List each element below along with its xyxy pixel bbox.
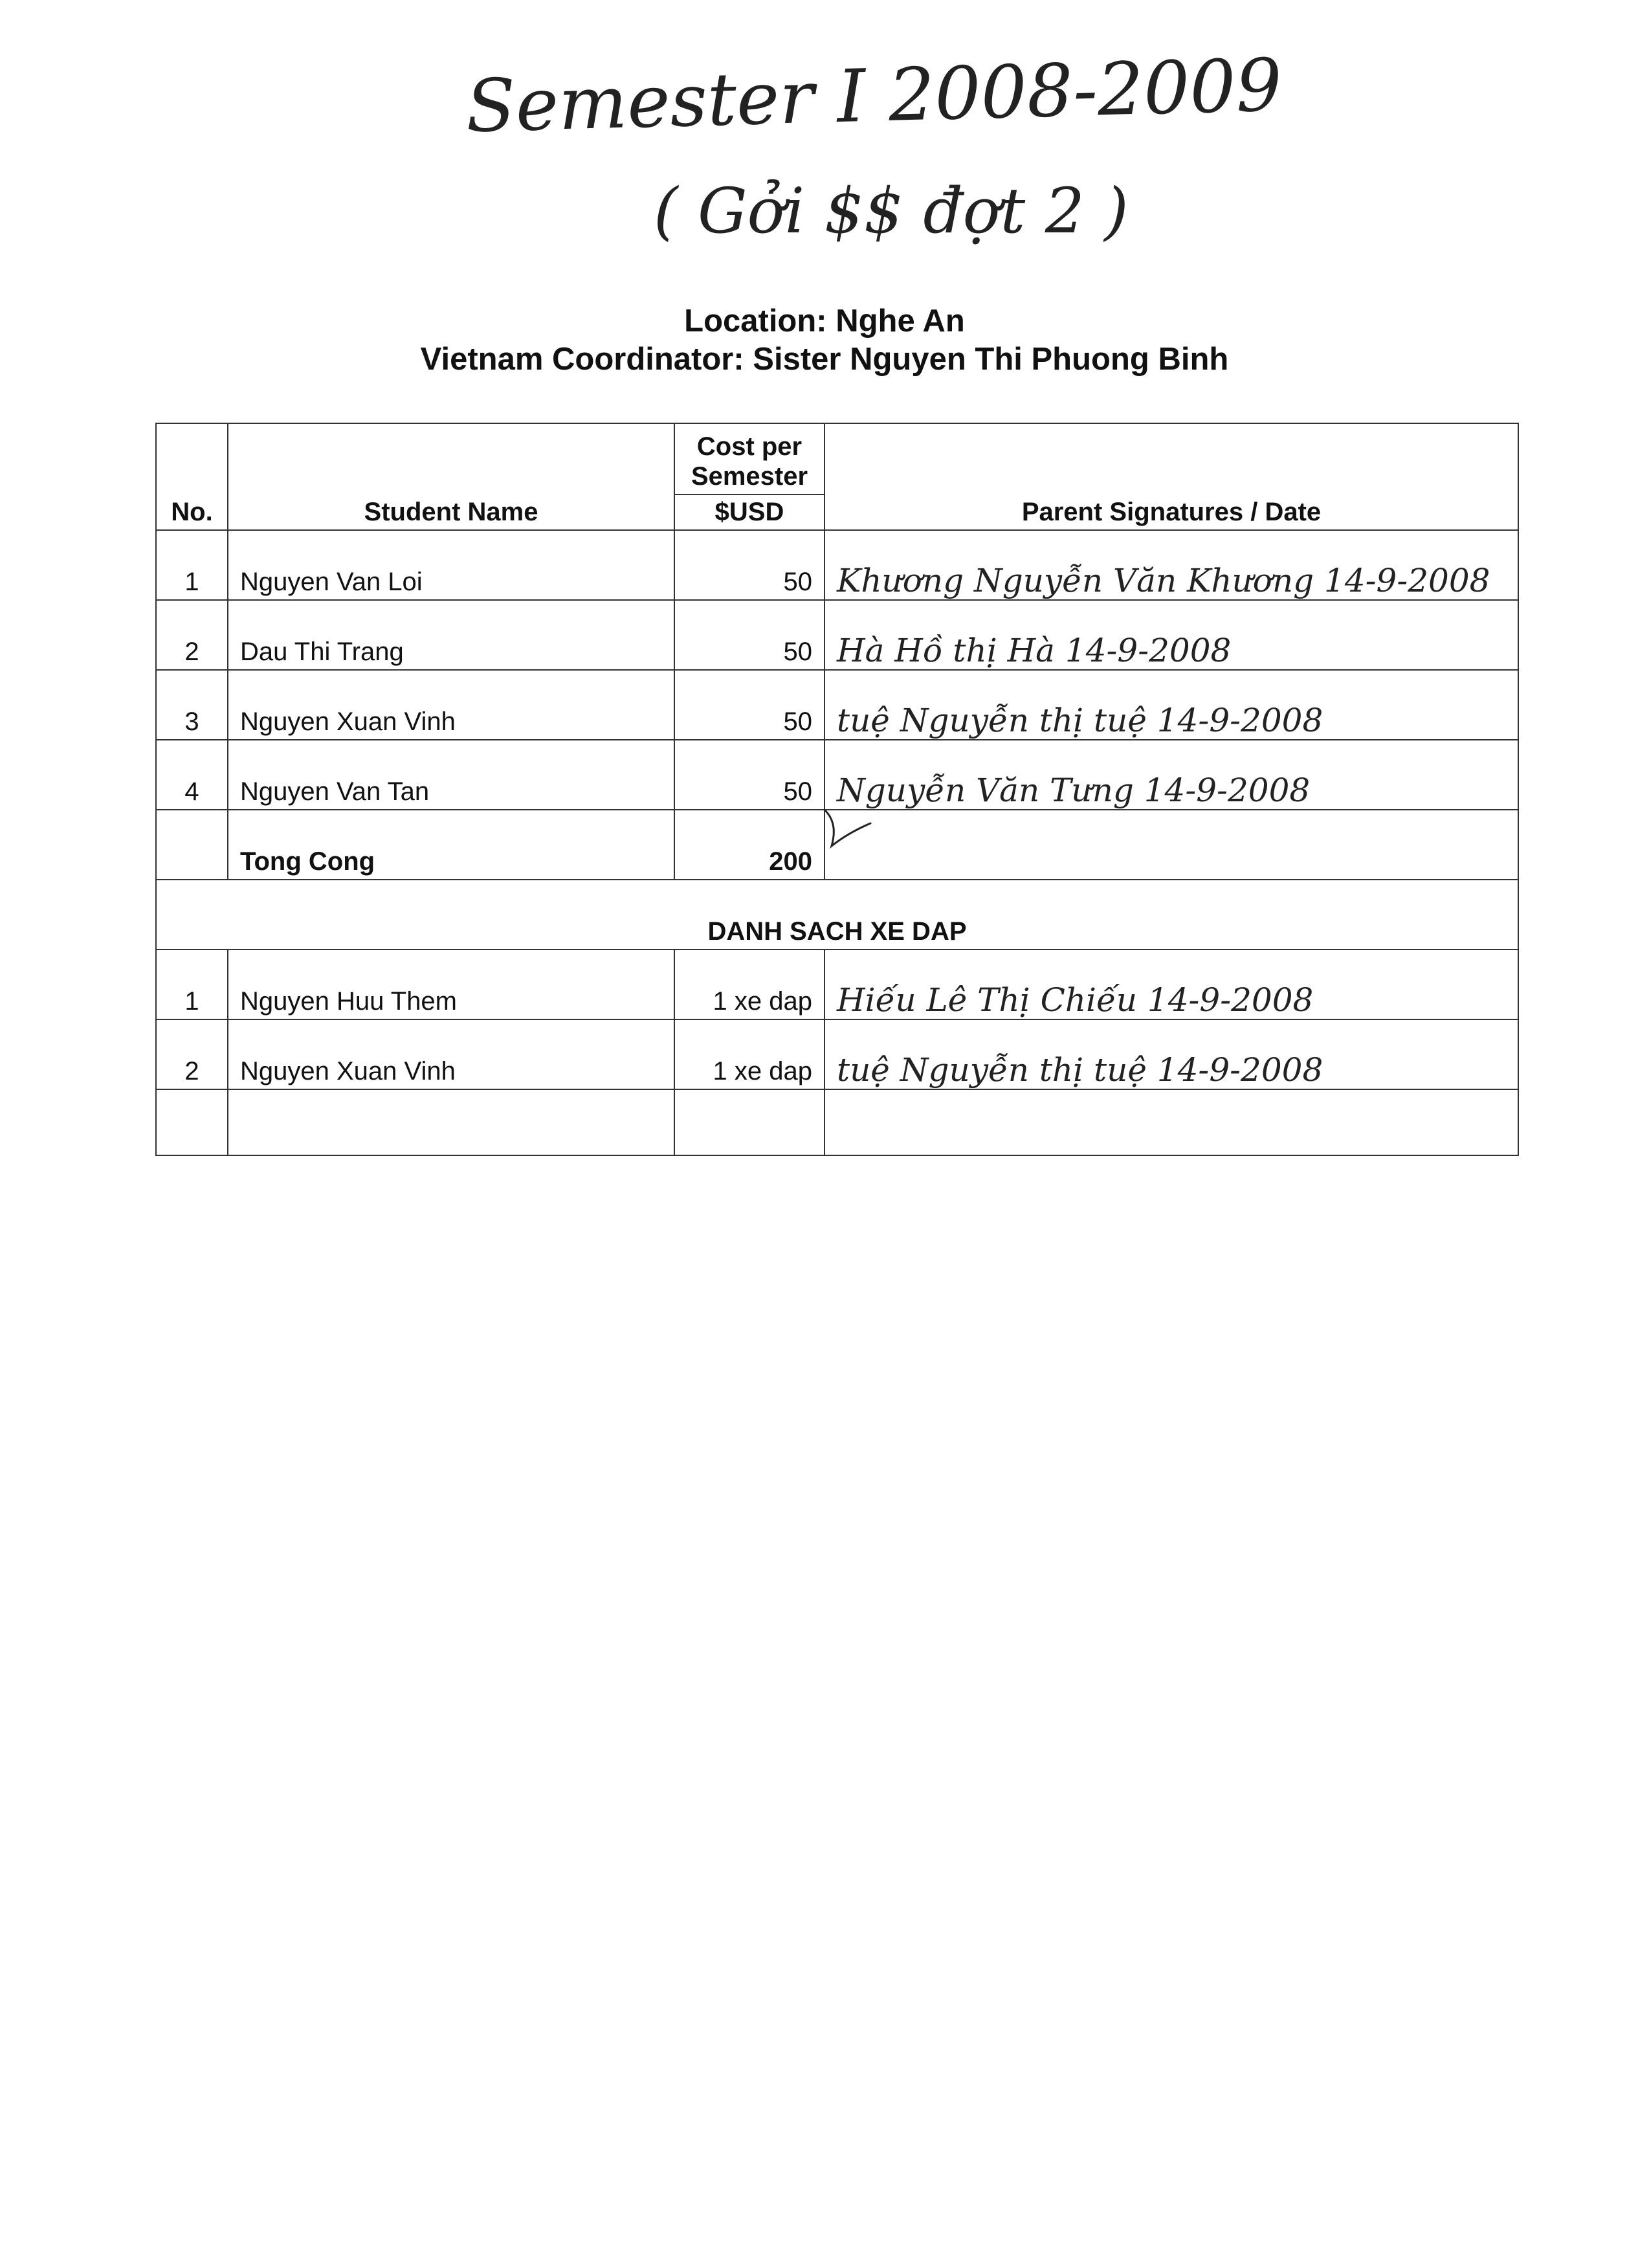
row-number: 4	[156, 740, 228, 810]
handwritten-batch-note: ( Gởi $$ đợt 2 )	[654, 175, 1129, 247]
student-name: Nguyen Van Tan	[228, 740, 674, 810]
col-header-cost	[674, 423, 825, 495]
col-header-parent-signatures: Parent Signatures / Date	[825, 423, 1518, 530]
table-row	[156, 670, 1518, 740]
total-value: 200	[674, 810, 825, 880]
student-name: Nguyen Xuan Vinh	[228, 670, 674, 740]
bike-item: 1 xe dap	[674, 950, 825, 1019]
col-header-cost-line1: Cost per	[696, 432, 802, 461]
student-name: Nguyen Huu Them	[228, 950, 674, 1019]
col-header-usd: $USD	[674, 495, 825, 530]
total-label: Tong Cong	[228, 810, 674, 880]
coordinator-heading: Vietnam Coordinator: Sister Nguyen Thi Phuong Binh	[420, 342, 1229, 377]
col-header-student-name: Student Name	[228, 423, 674, 530]
bike-section-row	[156, 880, 1518, 950]
col-header-no: No.	[156, 423, 228, 530]
row-number: 2	[156, 1019, 228, 1089]
bike-section-title: DANH SACH XE DAP	[156, 880, 1518, 950]
col-header-cost-line2: Semester	[691, 462, 808, 491]
row-number: 1	[156, 950, 228, 1019]
row-number: 3	[156, 670, 228, 740]
student-name: Nguyen Xuan Vinh	[228, 1019, 674, 1089]
location-heading: Location: Nghe An	[684, 304, 965, 339]
parent-signature: Hà Hồ thị Hà 14-9-2008	[837, 632, 1232, 669]
parent-signature: tuệ Nguyễn thị tuệ 14-9-2008	[837, 702, 1323, 739]
bike-item: 1 xe dap	[674, 1019, 825, 1089]
student-cost: 50	[674, 530, 825, 600]
handwritten-check-mark-icon	[819, 797, 877, 856]
table-row	[156, 530, 1518, 600]
table-header-row-top	[156, 423, 1518, 495]
student-cost: 50	[674, 600, 825, 670]
empty-row	[156, 1089, 1518, 1155]
student-cost: 50	[674, 670, 825, 740]
student-roster-table	[155, 423, 1519, 1156]
handwritten-semester-note: Semester I 2008-2009	[465, 43, 1283, 149]
table-row	[156, 950, 1518, 1019]
row-number: 1	[156, 530, 228, 600]
row-number: 2	[156, 600, 228, 670]
table-row	[156, 600, 1518, 670]
parent-signature: Khương Nguyễn Văn Khương 14-9-2008	[837, 562, 1490, 599]
table-row	[156, 1019, 1518, 1089]
parent-signature: Nguyễn Văn Tưng 14-9-2008	[837, 772, 1311, 809]
parent-signature: tuệ Nguyễn thị tuệ 14-9-2008	[837, 1051, 1323, 1089]
parent-signature: Hiếu Lê Thị Chiếu 14-9-2008	[837, 981, 1314, 1019]
student-cost: 50	[674, 740, 825, 810]
student-name: Nguyen Van Loi	[228, 530, 674, 600]
student-name: Dau Thi Trang	[228, 600, 674, 670]
